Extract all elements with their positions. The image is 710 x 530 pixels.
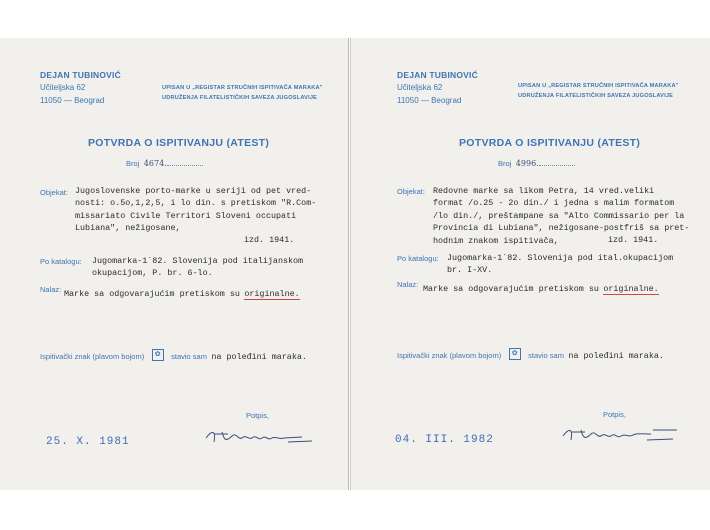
mark-tail-typed: na poleđini maraka.	[211, 352, 307, 362]
mark-tail-typed: na poleđini maraka.	[568, 351, 664, 361]
object-text: Jugoslovenske porto-marke u seriji od pet vred- nosti: o.5o,1,2,5, i lo din. s pretiskom "R.Com- missariato Civile Territori Sloveni occupati Lubiana", nežigosane,	[75, 186, 317, 234]
certificate-title: POTVRDA O ISPITIVANJU (ATEST)	[88, 137, 270, 149]
mark-label: Ispitivački znak (plavom bojom)	[40, 352, 145, 361]
catalog-text: Jugomarka-1`82. Slovenija pod ital.okupacijom br. I-XV.	[447, 253, 674, 276]
finding-text: Marke sa odgovarajućim pretiskom su	[64, 289, 240, 299]
issuer-street: Učiteljska 62	[40, 83, 86, 92]
number-value: 4996.	[515, 159, 539, 168]
finding-result: originalne.	[244, 289, 300, 299]
number-line	[126, 153, 203, 171]
signature-icon	[557, 422, 687, 446]
object-year: izd. 1941.	[244, 235, 295, 245]
signature-icon	[202, 426, 322, 448]
finding-line	[423, 278, 659, 296]
issuer-city: 11050 — Beograd	[397, 96, 462, 105]
signature-label: Potpis,	[603, 410, 626, 419]
finding-text: Marke sa odgovarajućim pretiskom su	[423, 284, 599, 294]
number-value: 4674.	[143, 159, 167, 168]
object-text: Redovne marke sa likom Petra, 14 vred.veliki format /o.25 - 2o din./ i jedna s malim formatom /lo din./, preštampane sa "Alto Commissario per la Provincia di Lubiana", nežigosane-postfriš sa pret- hodnim znakom ispitivača,	[433, 186, 690, 246]
signature-label: Potpis,	[246, 411, 269, 420]
inspection-mark-icon: ✿	[509, 348, 521, 360]
mark-label: Ispitivački znak (plavom bojom)	[397, 351, 502, 360]
certificate-left	[0, 38, 349, 490]
catalog-label: Po katalogu:	[40, 257, 82, 266]
certificate-right	[350, 38, 710, 490]
finding-line	[64, 283, 300, 301]
mark-line	[40, 346, 307, 364]
registry-line-2: UDRUŽENJA FILATELISTIČKIH SAVEZA JUGOSLAVIJE	[162, 95, 318, 101]
catalog-label: Po katalogu:	[397, 254, 439, 263]
finding-result: originalne.	[603, 284, 659, 294]
inspection-mark-icon: ✿	[152, 349, 164, 361]
issuer-street: Učiteljska 62	[397, 83, 443, 92]
date-stamp: 04. III. 1982	[395, 434, 494, 446]
certificate-title: POTVRDA O ISPITIVANJU (ATEST)	[459, 137, 641, 149]
issuer-name: DEJAN TUBINOVIĆ	[40, 70, 121, 80]
catalog-text: Jugomarka-1`82. Slovenija pod italijanskom okupacijom, P. br. 6-lo.	[92, 256, 304, 279]
number-dotted-line	[539, 157, 575, 166]
finding-label: Nalaz:	[397, 280, 419, 289]
number-line	[498, 153, 575, 171]
number-label: Broj	[126, 159, 140, 168]
object-label: Objekat:	[397, 187, 425, 196]
mark-tail-label: stavio sam	[171, 352, 207, 361]
issuer-city: 11050 — Beograd	[40, 96, 105, 105]
registry-line-1: UPISAN U „REGISTAR STRUČNIH ISPITIVAČA MARAKA"	[518, 83, 679, 89]
date-stamp: 25. X. 1981	[46, 436, 130, 448]
number-label: Broj	[498, 159, 512, 168]
registry-line-2: UDRUŽENJA FILATELISTIČKIH SAVEZA JUGOSLAVIJE	[518, 93, 674, 99]
finding-label: Nalaz:	[40, 285, 62, 294]
mark-tail-label: stavio sam	[528, 351, 564, 360]
mark-line	[397, 345, 664, 363]
object-year: izd. 1941.	[608, 235, 659, 245]
object-label: Objekat:	[40, 188, 68, 197]
number-dotted-line	[167, 157, 203, 166]
issuer-name: DEJAN TUBINOVIĆ	[397, 70, 478, 80]
registry-line-1: UPISAN U „REGISTAR STRUČNIH ISPITIVAČA MARAKA"	[162, 85, 323, 91]
